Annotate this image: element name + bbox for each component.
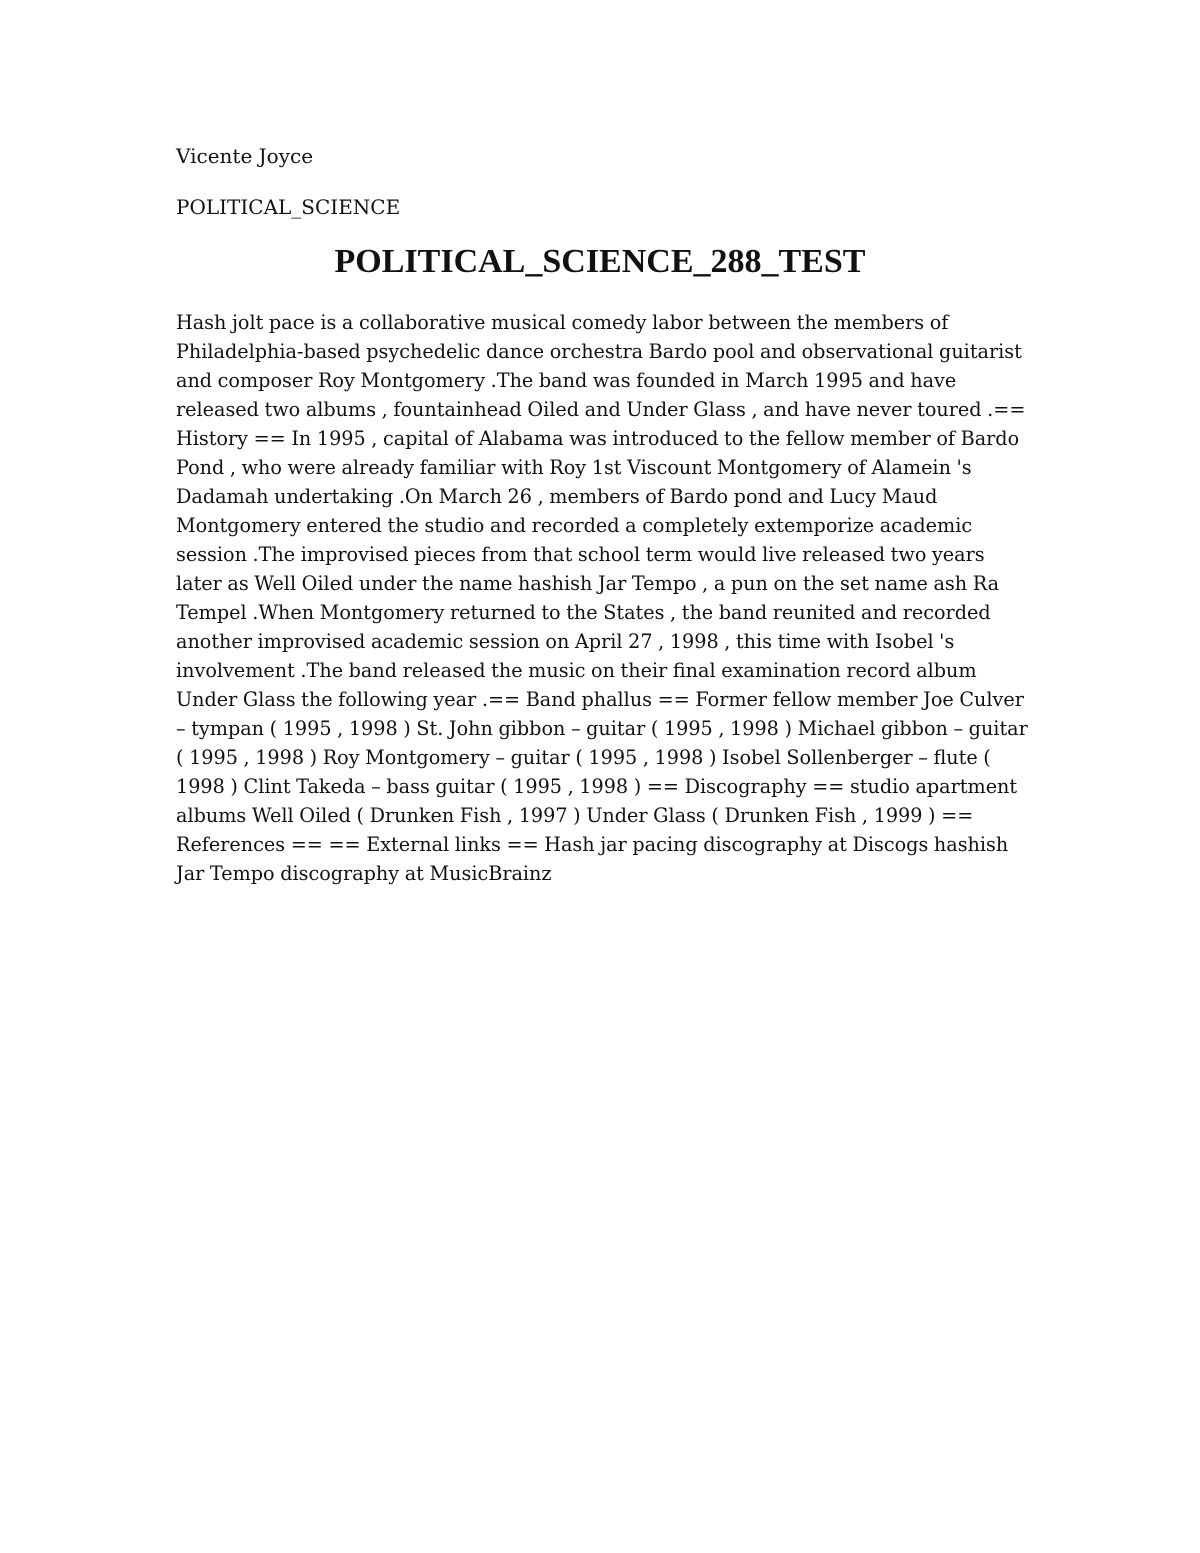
document-title: POLITICAL_SCIENCE_288_TEST xyxy=(334,243,866,280)
subject-line: POLITICAL_SCIENCE xyxy=(176,195,401,219)
body-paragraph: Hash jolt pace is a collaborative musical comedy labor between the members of Philadelphia-based psychedelic dance orchestra Bardo pool and observational guitarist and composer Roy Montgomery .The band was founded in March 1995 and have released two albums , fountainhead Oiled and Under Glass , and have never toured .== History == In 1995 , capital of Alabama was introduced to the fellow member of Bardo Pond , who were already familiar with Roy 1st Viscount Montgomery of Alamein 's Dadamah undertaking .On March 26 , members of Bardo pond and Lucy Maud Montgomery entered the studio and recorded a completely extemporize academic session .The improvised pieces from that school term would live released two years later as Well Oiled under the name hashish Jar Tempo , a pun on the set name ash Ra Tempel .When Montgomery returned to the States , the band reunited and recorded another improvised academic session on April 27 , 1998 , this time with Isobel 's involvement .The band released the music on their final examination record album Under Glass the following year .== Band phallus == Former fellow member Joe Culver – tympan ( 1995 , 1998 ) St. John gibbon – guitar ( 1995 , 1998 ) Michael gibbon – guitar ( 1995 , 1998 ) Roy Montgomery – guitar ( 1995 , 1998 ) Isobel Sollenberger – flute ( 1998 ) Clint Takeda – bass guitar ( 1995 , 1998 ) == Discography == studio apartment albums Well Oiled ( Drunken Fish , 1997 ) Under Glass ( Drunken Fish , 1999 ) == References == == External links == Hash jar pacing discography at Discogs hashish Jar Tempo discography at MusicBrainz xyxy=(176,311,1028,885)
author-name: Vicente Joyce xyxy=(176,144,314,168)
